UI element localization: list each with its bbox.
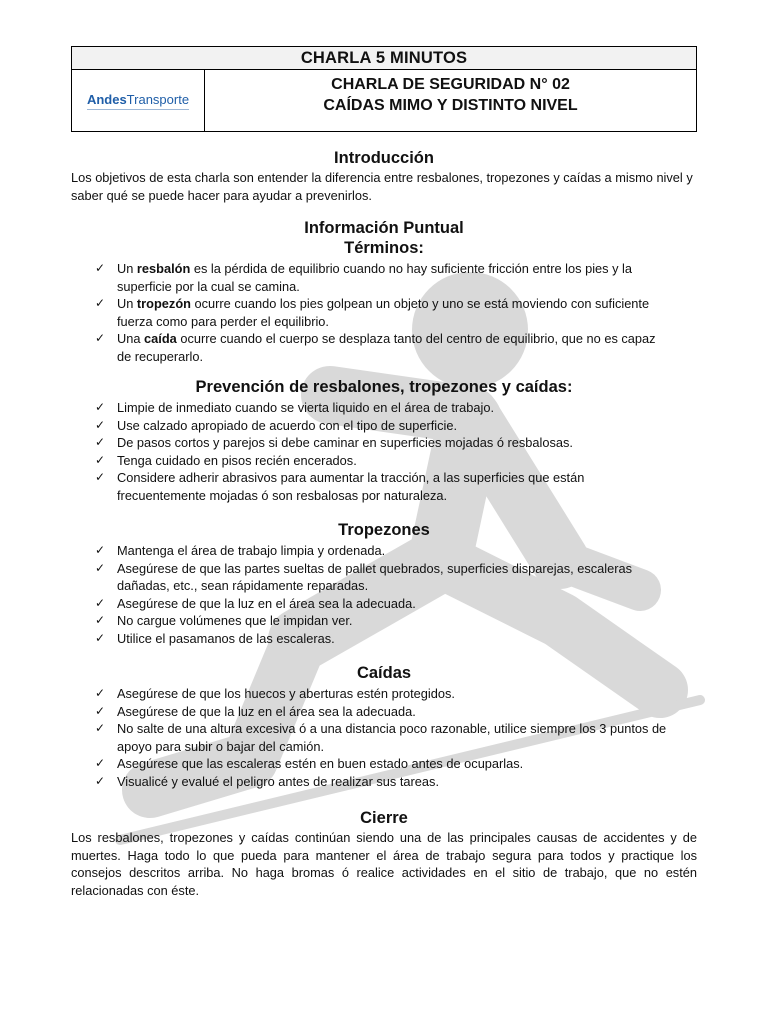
intro-text: Los objetivos de esta charla son entender la diferencia entre resbalones, tropezones y caídas a mismo nivel y saber qué se puede hacer para ayudar a prevenirlos.	[71, 170, 693, 203]
list-item: ✓ De pasos cortos y parejos si debe caminar en superficies mojadas ó resbalosas.	[95, 435, 573, 450]
list-item: ✓ Utilice el pasamanos de las escaleras.	[95, 630, 335, 646]
check-icon: ✓	[95, 452, 106, 467]
logo-underline	[87, 109, 189, 110]
check-icon: ✓	[95, 261, 106, 275]
check-icon: ✓	[95, 595, 106, 610]
check-icon: ✓	[95, 721, 106, 735]
check-icon: ✓	[95, 630, 106, 645]
andes-transporte-logo	[87, 92, 189, 110]
check-icon: ✓	[95, 296, 106, 310]
list-item: ✓ Mantenga el área de trabajo limpia y ordenada.	[95, 543, 386, 558]
header-title-line2: CAÍDAS MIMO Y DISTINTO NIVEL	[323, 97, 578, 114]
check-icon: ✓	[95, 435, 106, 449]
cierre-text: Los resbalones, tropezones y caídas continúan siendo una de las principales causas de accidentes y de muertes. Haga todo lo que pueda para mantener el área de trabajo segura para todos y practique los consejos descritos arriba. No haga bromas ó realice actividades en el sitio de trabajo, que no estén relacionadas con éste.	[71, 830, 697, 898]
terms-list	[71, 260, 671, 365]
list-item: ✓ No salte de una altura excesiva ó a una distancia poco razonable, utilice siempre los 3 puntos de apoyo para subir o bajar del camión.	[95, 721, 667, 754]
list-item: ✓ Asegúrese de que los huecos y aberturas estén protegidos.	[95, 686, 455, 701]
check-icon: ✓	[95, 773, 106, 788]
prevention-list	[71, 399, 671, 504]
check-icon: ✓	[95, 756, 106, 770]
list-item: ✓ No cargue volúmenes que le impidan ver.	[95, 613, 353, 628]
logo-cell	[72, 70, 205, 132]
header-title-line1: CHARLA DE SEGURIDAD N° 02	[331, 76, 570, 93]
prevention-heading: Prevención de resbalones, tropezones y caídas:	[195, 378, 573, 396]
caidas-list	[71, 685, 671, 790]
list-item: ✓ Un resbalón es la pérdida de equilibrio cuando no hay suficiente fricción entre los pies y la superficie por la cual se camina.	[95, 261, 633, 294]
list-item: ✓ Asegúrese de que la luz en el área sea la adecuada.	[95, 703, 416, 719]
cierre-heading: Cierre	[360, 809, 408, 827]
header-top-title: CHARLA 5 MINUTOS	[72, 47, 696, 70]
list-item: ✓ Asegúrese de que la luz en el área sea la adecuada.	[95, 595, 416, 611]
header-title-cell	[205, 70, 696, 132]
tropezones-list	[71, 542, 671, 647]
tropezones-heading: Tropezones	[338, 521, 430, 539]
check-icon: ✓	[95, 686, 106, 700]
intro-heading: Introducción	[334, 149, 434, 167]
list-item: ✓ Considere adherir abrasivos para aumentar la tracción, a las superficies que están frecuentemente mojadas ó son resbalosas por naturaleza.	[95, 470, 585, 503]
caidas-heading: Caídas	[356, 664, 412, 682]
check-icon: ✓	[95, 400, 106, 414]
list-item: ✓ Visualicé y evalué el peligro antes de realizar sus tareas.	[95, 773, 439, 789]
check-icon: ✓	[95, 613, 106, 627]
logo-part1: Andes	[86, 92, 127, 107]
list-item: ✓ Asegúrese de que las partes sueltas de pallet quebrados, superficies disparejas, escaleras dañadas, etc., sean rápidamente reparadas.	[95, 560, 633, 593]
terms-subheading: Términos:	[344, 239, 424, 257]
list-item: ✓ Limpie de inmediato cuando se vierta liquido en el área de trabajo.	[95, 400, 495, 415]
check-icon: ✓	[95, 560, 106, 575]
check-icon: ✓	[95, 331, 106, 345]
list-item: ✓ Asegúrese que las escaleras estén en buen estado antes de ocuparlas.	[95, 756, 524, 771]
check-icon: ✓	[95, 470, 106, 484]
list-item: ✓ Tenga cuidado en pisos recién encerados.	[95, 452, 357, 468]
list-item: ✓ Una caída ocurre cuando el cuerpo se desplaza tanto del centro de equilibrio, que no es capaz de recuperarlo.	[95, 331, 656, 364]
logo-part2: Transporte	[126, 92, 190, 107]
list-item: ✓ Un tropezón ocurre cuando los pies golpean un objeto y uno se está moviendo con suficiente fuerza como para perder el equilibrio.	[95, 296, 650, 329]
check-icon: ✓	[95, 703, 106, 718]
check-icon: ✓	[95, 417, 106, 432]
document-header	[71, 46, 697, 132]
info-heading: Información Puntual	[304, 219, 464, 237]
list-item: ✓ Use calzado apropiado de acuerdo con el tipo de superficie.	[95, 417, 458, 433]
check-icon: ✓	[95, 543, 106, 557]
